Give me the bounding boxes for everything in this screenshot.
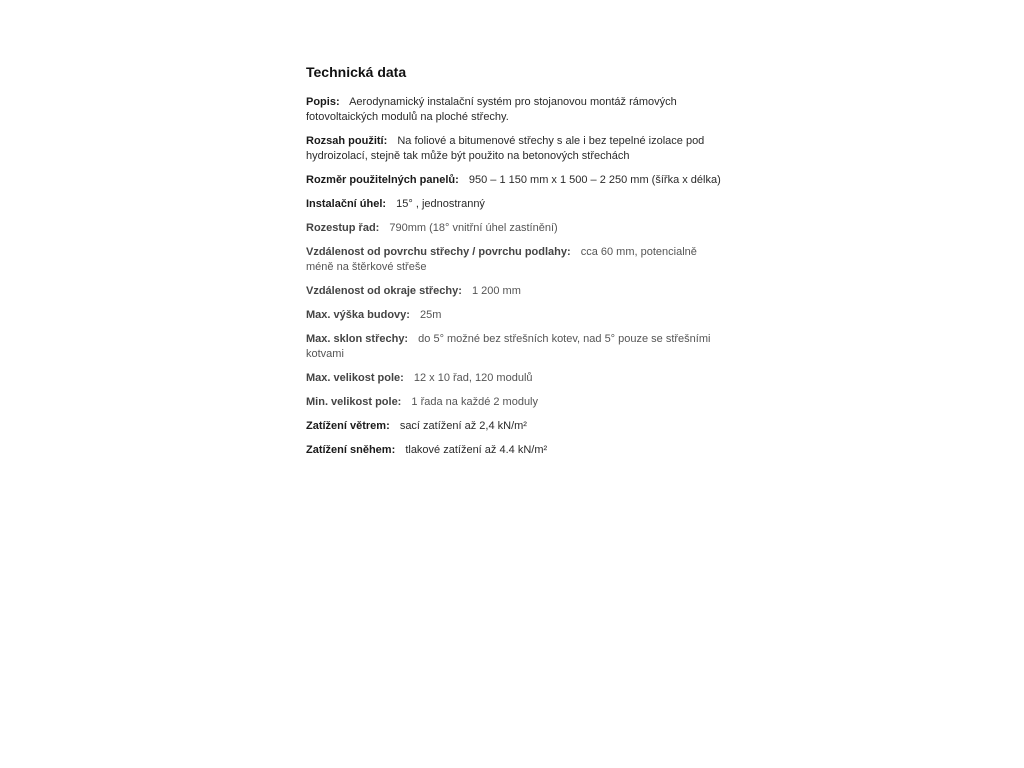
spec-value: 1 řada na každé 2 moduly bbox=[411, 396, 539, 408]
spec-edge-distance bbox=[306, 284, 726, 299]
spec-value: 12 x 10 řad, 120 modulů bbox=[413, 372, 533, 384]
spec-description bbox=[306, 95, 726, 125]
spec-label: Vzdálenost od okraje střechy: bbox=[306, 285, 462, 297]
spec-value: do 5° možné bez střešních kotev, nad 5° pouze se střešními kotvami bbox=[306, 333, 711, 360]
spec-value: 25m bbox=[420, 309, 442, 321]
spec-label: Rozsah použití: bbox=[306, 135, 388, 147]
spec-list bbox=[306, 95, 726, 458]
spec-value: cca 60 mm, potencialně méně na štěrkové střeše bbox=[306, 246, 697, 273]
spec-value: 790mm (18° vnitřní úhel zastínění) bbox=[389, 222, 558, 234]
spec-label: Max. sklon střechy: bbox=[306, 333, 409, 345]
spec-value: sací zatížení až 2,4 kN/m² bbox=[399, 420, 527, 432]
spec-value: Aerodynamický instalační systém pro stojanovou montáž rámových fotovoltaických modulů na ploché střechy. bbox=[306, 96, 677, 123]
spec-value: 15° , jednostranný bbox=[396, 198, 485, 210]
spec-wind-load bbox=[306, 419, 726, 434]
spec-label: Rozměr použitelných panelů: bbox=[306, 174, 459, 186]
spec-row-spacing bbox=[306, 221, 726, 236]
spec-max-building-height bbox=[306, 308, 726, 323]
spec-min-array-size bbox=[306, 395, 726, 410]
spec-label: Vzdálenost od povrchu střechy / povrchu podlahy: bbox=[306, 246, 571, 258]
spec-label: Max. velikost pole: bbox=[306, 372, 404, 384]
spec-snow-load bbox=[306, 443, 726, 458]
spec-label: Instalační úhel: bbox=[306, 198, 387, 210]
spec-label: Zatížení sněhem: bbox=[306, 444, 396, 456]
spec-value: Na foliové a bitumenové střechy s ale i bez tepelné izolace pod hydroizolací, stejně tak může být použito na betonových střechách bbox=[306, 135, 705, 162]
spec-label: Zatížení větrem: bbox=[306, 420, 390, 432]
spec-panel-dimensions bbox=[306, 173, 726, 188]
spec-installation-angle bbox=[306, 197, 726, 212]
spec-label: Rozestup řad: bbox=[306, 222, 380, 234]
spec-roof-distance bbox=[306, 245, 726, 275]
spec-value: tlakové zatížení až 4.4 kN/m² bbox=[405, 444, 548, 456]
spec-value: 950 – 1 150 mm x 1 500 – 2 250 mm (šířka x délka) bbox=[468, 174, 721, 186]
spec-label: Popis: bbox=[306, 96, 340, 108]
spec-max-roof-slope bbox=[306, 332, 726, 362]
spec-value: 1 200 mm bbox=[471, 285, 521, 297]
spec-label: Min. velikost pole: bbox=[306, 396, 402, 408]
section-title: Technická data bbox=[306, 64, 407, 80]
spec-max-array-size bbox=[306, 371, 726, 386]
spec-label: Max. výška budovy: bbox=[306, 309, 410, 321]
technical-data-section bbox=[306, 63, 726, 467]
spec-scope-of-use bbox=[306, 134, 726, 164]
